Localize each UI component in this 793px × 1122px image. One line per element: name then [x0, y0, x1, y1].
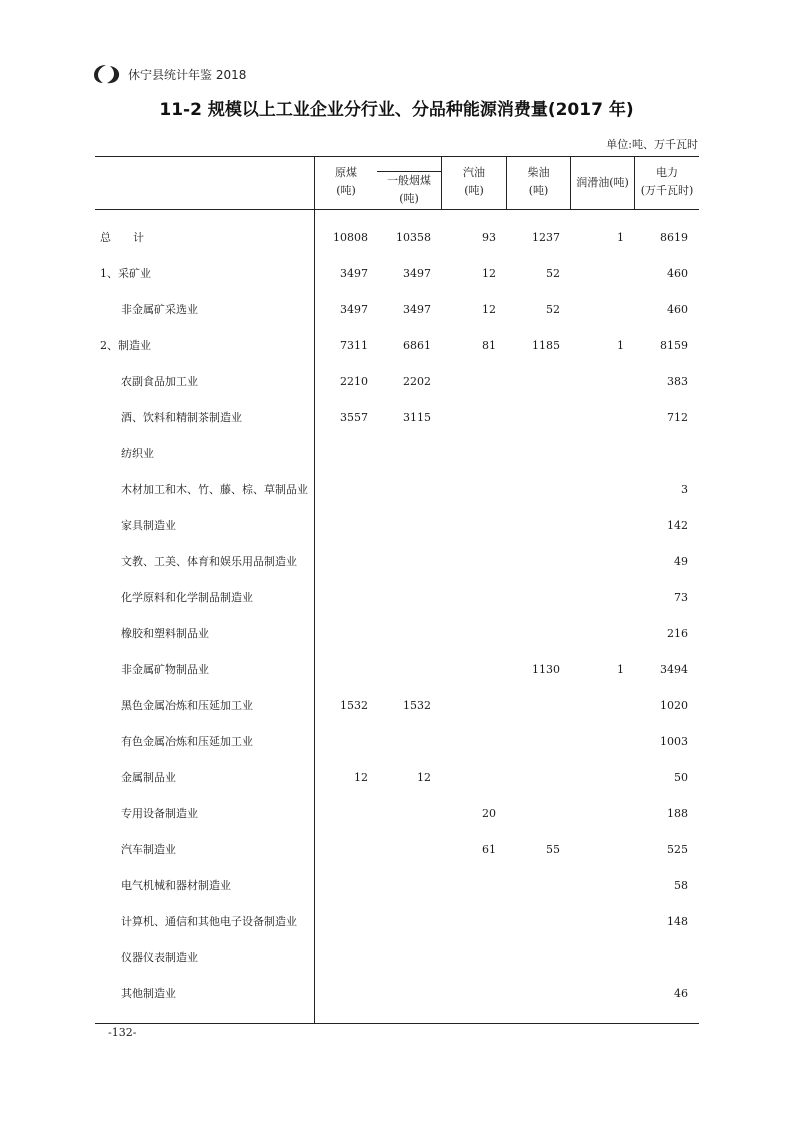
table-row	[95, 768, 699, 788]
table-top-rule	[95, 156, 699, 157]
cell-value: 58	[674, 879, 688, 892]
cell-value: 12	[354, 771, 368, 784]
table-row	[95, 516, 699, 536]
unit-note: 单位:吨、万千瓦时	[606, 138, 698, 151]
cell-value: 10808	[333, 231, 368, 244]
table-row	[95, 408, 699, 428]
row-label: 橡胶和塑料制品业	[121, 627, 209, 640]
cell-value: 12	[482, 267, 496, 280]
cell-value: 3115	[403, 411, 431, 424]
col-header-gasoline: 汽油 (吨)	[463, 166, 485, 197]
row-label: 专用设备制造业	[121, 807, 198, 820]
table-row	[95, 372, 699, 392]
cell-value: 460	[667, 267, 688, 280]
table-row	[95, 336, 699, 356]
cell-value: 7311	[340, 339, 368, 352]
row-label: 非金属矿采选业	[121, 303, 198, 316]
row-label: 2、制造业	[100, 339, 151, 352]
page-header	[92, 62, 246, 86]
row-label: 纺织业	[121, 447, 154, 460]
cell-value: 8619	[660, 231, 688, 244]
cell-value: 1	[617, 231, 624, 244]
col-header-general-coal: 一般烟煤 (吨)	[387, 174, 431, 205]
cell-value: 8159	[660, 339, 688, 352]
cell-value: 73	[674, 591, 688, 604]
yearbook-logo-icon	[92, 63, 122, 85]
cell-value: 712	[667, 411, 688, 424]
cell-value: 188	[667, 807, 688, 820]
row-label: 黑色金属冶炼和压延加工业	[121, 699, 253, 712]
cell-value: 3557	[340, 411, 368, 424]
row-label: 酒、饮料和精制茶制造业	[121, 411, 242, 424]
row-label: 汽车制造业	[121, 843, 176, 856]
table-bottom-rule	[95, 1023, 699, 1024]
cell-value: 1130	[532, 663, 560, 676]
row-label: 木材加工和木、竹、藤、棕、草制品业	[121, 483, 308, 496]
row-label: 农副食品加工业	[121, 375, 198, 388]
cell-value: 1532	[403, 699, 431, 712]
cell-value: 12	[417, 771, 431, 784]
col-header-lube-oil: 润滑油(吨)	[576, 176, 629, 189]
cell-value: 1185	[532, 339, 560, 352]
page-number: -132-	[108, 1026, 137, 1039]
row-label: 仪器仪表制造业	[121, 951, 198, 964]
table-row	[95, 840, 699, 860]
col-header-diesel: 柴油 (吨)	[527, 166, 550, 197]
row-label: 其他制造业	[121, 987, 176, 1000]
table-row	[95, 480, 699, 500]
table-row	[95, 300, 699, 320]
table-row	[95, 444, 699, 464]
row-label: 化学原料和化学制品制造业	[121, 591, 253, 604]
cell-value: 10358	[396, 231, 431, 244]
cell-value: 81	[482, 339, 496, 352]
cell-value: 1	[617, 339, 624, 352]
cell-value: 52	[546, 303, 560, 316]
table-row	[95, 228, 699, 248]
table-row	[95, 912, 699, 932]
table-row	[95, 264, 699, 284]
row-label: 总 计	[100, 231, 144, 244]
table-row	[95, 876, 699, 896]
table-row	[95, 804, 699, 824]
cell-value: 61	[482, 843, 496, 856]
table-row	[95, 552, 699, 572]
book-title: 休宁县统计年鉴 2018	[128, 67, 247, 82]
cell-value: 525	[667, 843, 688, 856]
row-label: 1、采矿业	[100, 267, 151, 280]
cell-value: 2210	[340, 375, 368, 388]
cell-value: 2202	[403, 375, 431, 388]
cell-value: 3	[681, 483, 688, 496]
table-row	[95, 696, 699, 716]
cell-value: 148	[667, 915, 688, 928]
cell-value: 55	[546, 843, 560, 856]
cell-value: 6861	[403, 339, 431, 352]
table-title: 11-2 规模以上工业企业分行业、分品种能源消费量(2017 年)	[159, 100, 634, 120]
table-row	[95, 588, 699, 608]
cell-value: 3497	[340, 267, 368, 280]
cell-value: 49	[674, 555, 688, 568]
cell-value: 1237	[532, 231, 560, 244]
cell-value: 1020	[660, 699, 688, 712]
col-header-raw-coal: 原煤 (吨)	[335, 166, 357, 197]
table-row	[95, 948, 699, 968]
table-row	[95, 624, 699, 644]
table-row	[95, 660, 699, 680]
row-label: 金属制品业	[121, 771, 176, 784]
cell-value: 3497	[403, 303, 431, 316]
cell-value: 50	[674, 771, 688, 784]
header-bottom-rule	[95, 209, 699, 210]
row-label: 电气机械和器材制造业	[121, 879, 231, 892]
cell-value: 12	[482, 303, 496, 316]
cell-value: 52	[546, 267, 560, 280]
cell-value: 1003	[660, 735, 688, 748]
cell-value: 46	[674, 987, 688, 1000]
table-row	[95, 984, 699, 1004]
row-label: 文教、工美、体育和娱乐用品制造业	[121, 555, 297, 568]
row-label: 计算机、通信和其他电子设备制造业	[121, 915, 297, 928]
cell-value: 460	[667, 303, 688, 316]
cell-value: 93	[482, 231, 496, 244]
col-header-electricity: 电力 (万千瓦时)	[640, 166, 694, 197]
cell-value: 3497	[403, 267, 431, 280]
cell-value: 1	[617, 663, 624, 676]
row-label: 家具制造业	[121, 519, 176, 532]
cell-value: 142	[667, 519, 688, 532]
row-label: 非金属矿物制品业	[121, 663, 209, 676]
cell-value: 20	[482, 807, 496, 820]
cell-value: 383	[667, 375, 688, 388]
cell-value: 3494	[660, 663, 688, 676]
table-row	[95, 732, 699, 752]
cell-value: 216	[667, 627, 688, 640]
row-label: 有色金属冶炼和压延加工业	[121, 735, 253, 748]
cell-value: 3497	[340, 303, 368, 316]
cell-value: 1532	[340, 699, 368, 712]
